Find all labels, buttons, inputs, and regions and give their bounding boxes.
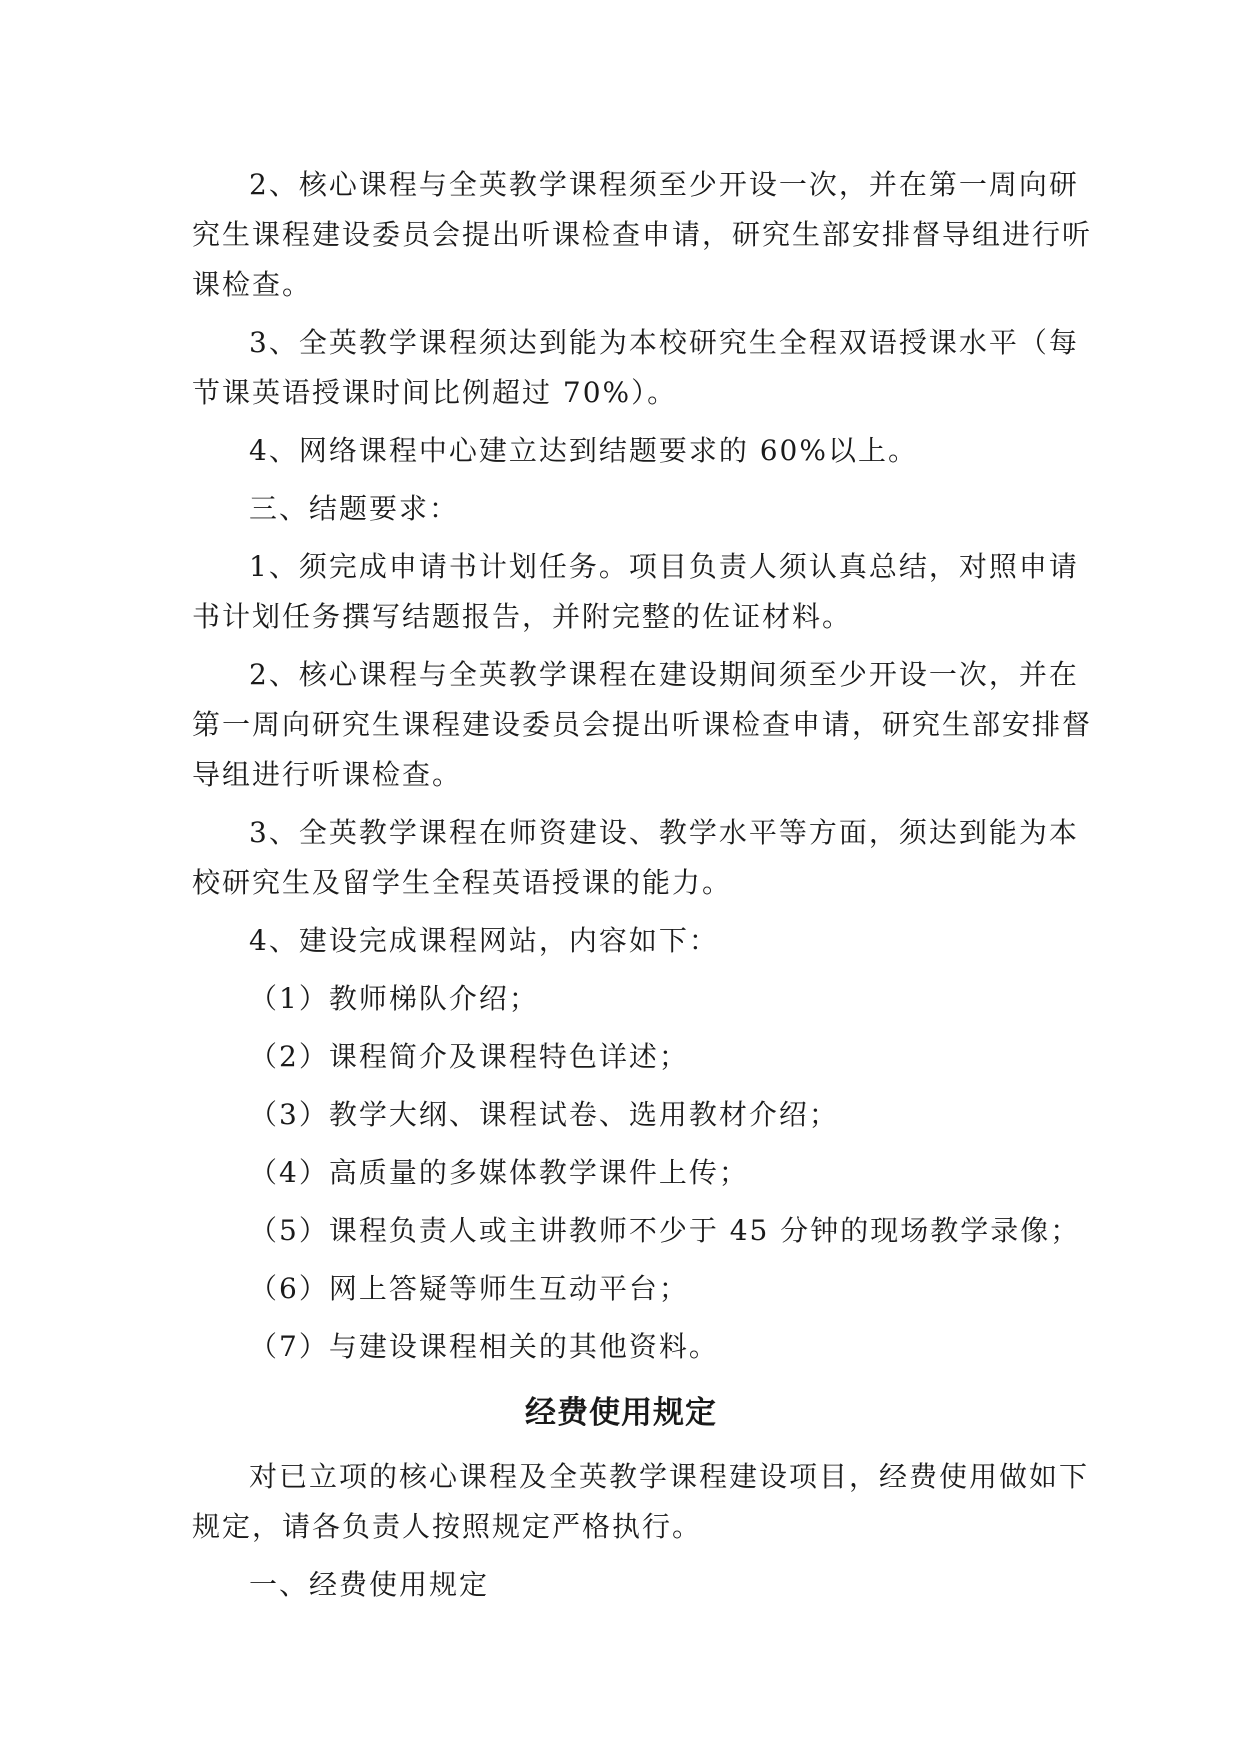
paragraph-line: 4、建设完成课程网站，内容如下： (249, 924, 719, 957)
paragraph-line: 书计划任务撰写结题报告，并附完整的佐证材料。 (192, 600, 853, 633)
list-item: （6）网上答疑等师生互动平台； (249, 1272, 689, 1305)
document-body (192, 160, 1093, 1610)
paragraph-line: 2、核心课程与全英教学课程须至少开设一次，并在第一周向研 (249, 168, 1079, 201)
paragraph-line: 规定，请各负责人按照规定严格执行。 (192, 1510, 703, 1543)
list-item: （3）教学大纲、课程试卷、选用教材介绍； (249, 1098, 839, 1131)
list-item: （4）高质量的多媒体教学课件上传； (249, 1156, 749, 1189)
paragraph-line: 4、网络课程中心建立达到结题要求的 60%以上。 (249, 434, 918, 467)
paragraph-line: 3、全英教学课程在师资建设、教学水平等方面，须达到能为本 (249, 816, 1079, 849)
paragraph-line: 对已立项的核心课程及全英教学课程建设项目，经费使用做如下 (249, 1460, 1090, 1493)
paragraph-line: 3、全英教学课程须达到能为本校研究生全程双语授课水平（每 (249, 326, 1079, 359)
section-heading: 一、经费使用规定 (249, 1568, 490, 1601)
paragraph-line: 2、核心课程与全英教学课程在建设期间须至少开设一次，并在 (249, 658, 1079, 691)
list-item: （1）教师梯队介绍； (249, 982, 539, 1015)
section-heading: 三、结题要求： (249, 492, 460, 525)
document-title: 经费使用规定 (525, 1395, 717, 1431)
paragraph-line: 1、须完成申请书计划任务。项目负责人须认真总结，对照申请 (249, 550, 1079, 583)
paragraph-line: 导组进行听课检查。 (192, 758, 463, 791)
paragraph-line: 课检查。 (192, 268, 313, 301)
list-item: （7）与建设课程相关的其他资料。 (249, 1330, 719, 1363)
paragraph-line: 节课英语授课时间比例超过 70%）。 (192, 376, 678, 409)
paragraph-line: 校研究生及留学生全程英语授课的能力。 (192, 866, 733, 899)
paragraph-line: 究生课程建设委员会提出听课检查申请，研究生部安排督导组进行听 (192, 218, 1093, 251)
list-item: （2）课程简介及课程特色详述； (249, 1040, 689, 1073)
paragraph-line: 第一周向研究生课程建设委员会提出听课检查申请，研究生部安排督 (192, 708, 1093, 741)
list-item: （5）课程负责人或主讲教师不少于 45 分钟的现场教学录像； (249, 1214, 1081, 1247)
